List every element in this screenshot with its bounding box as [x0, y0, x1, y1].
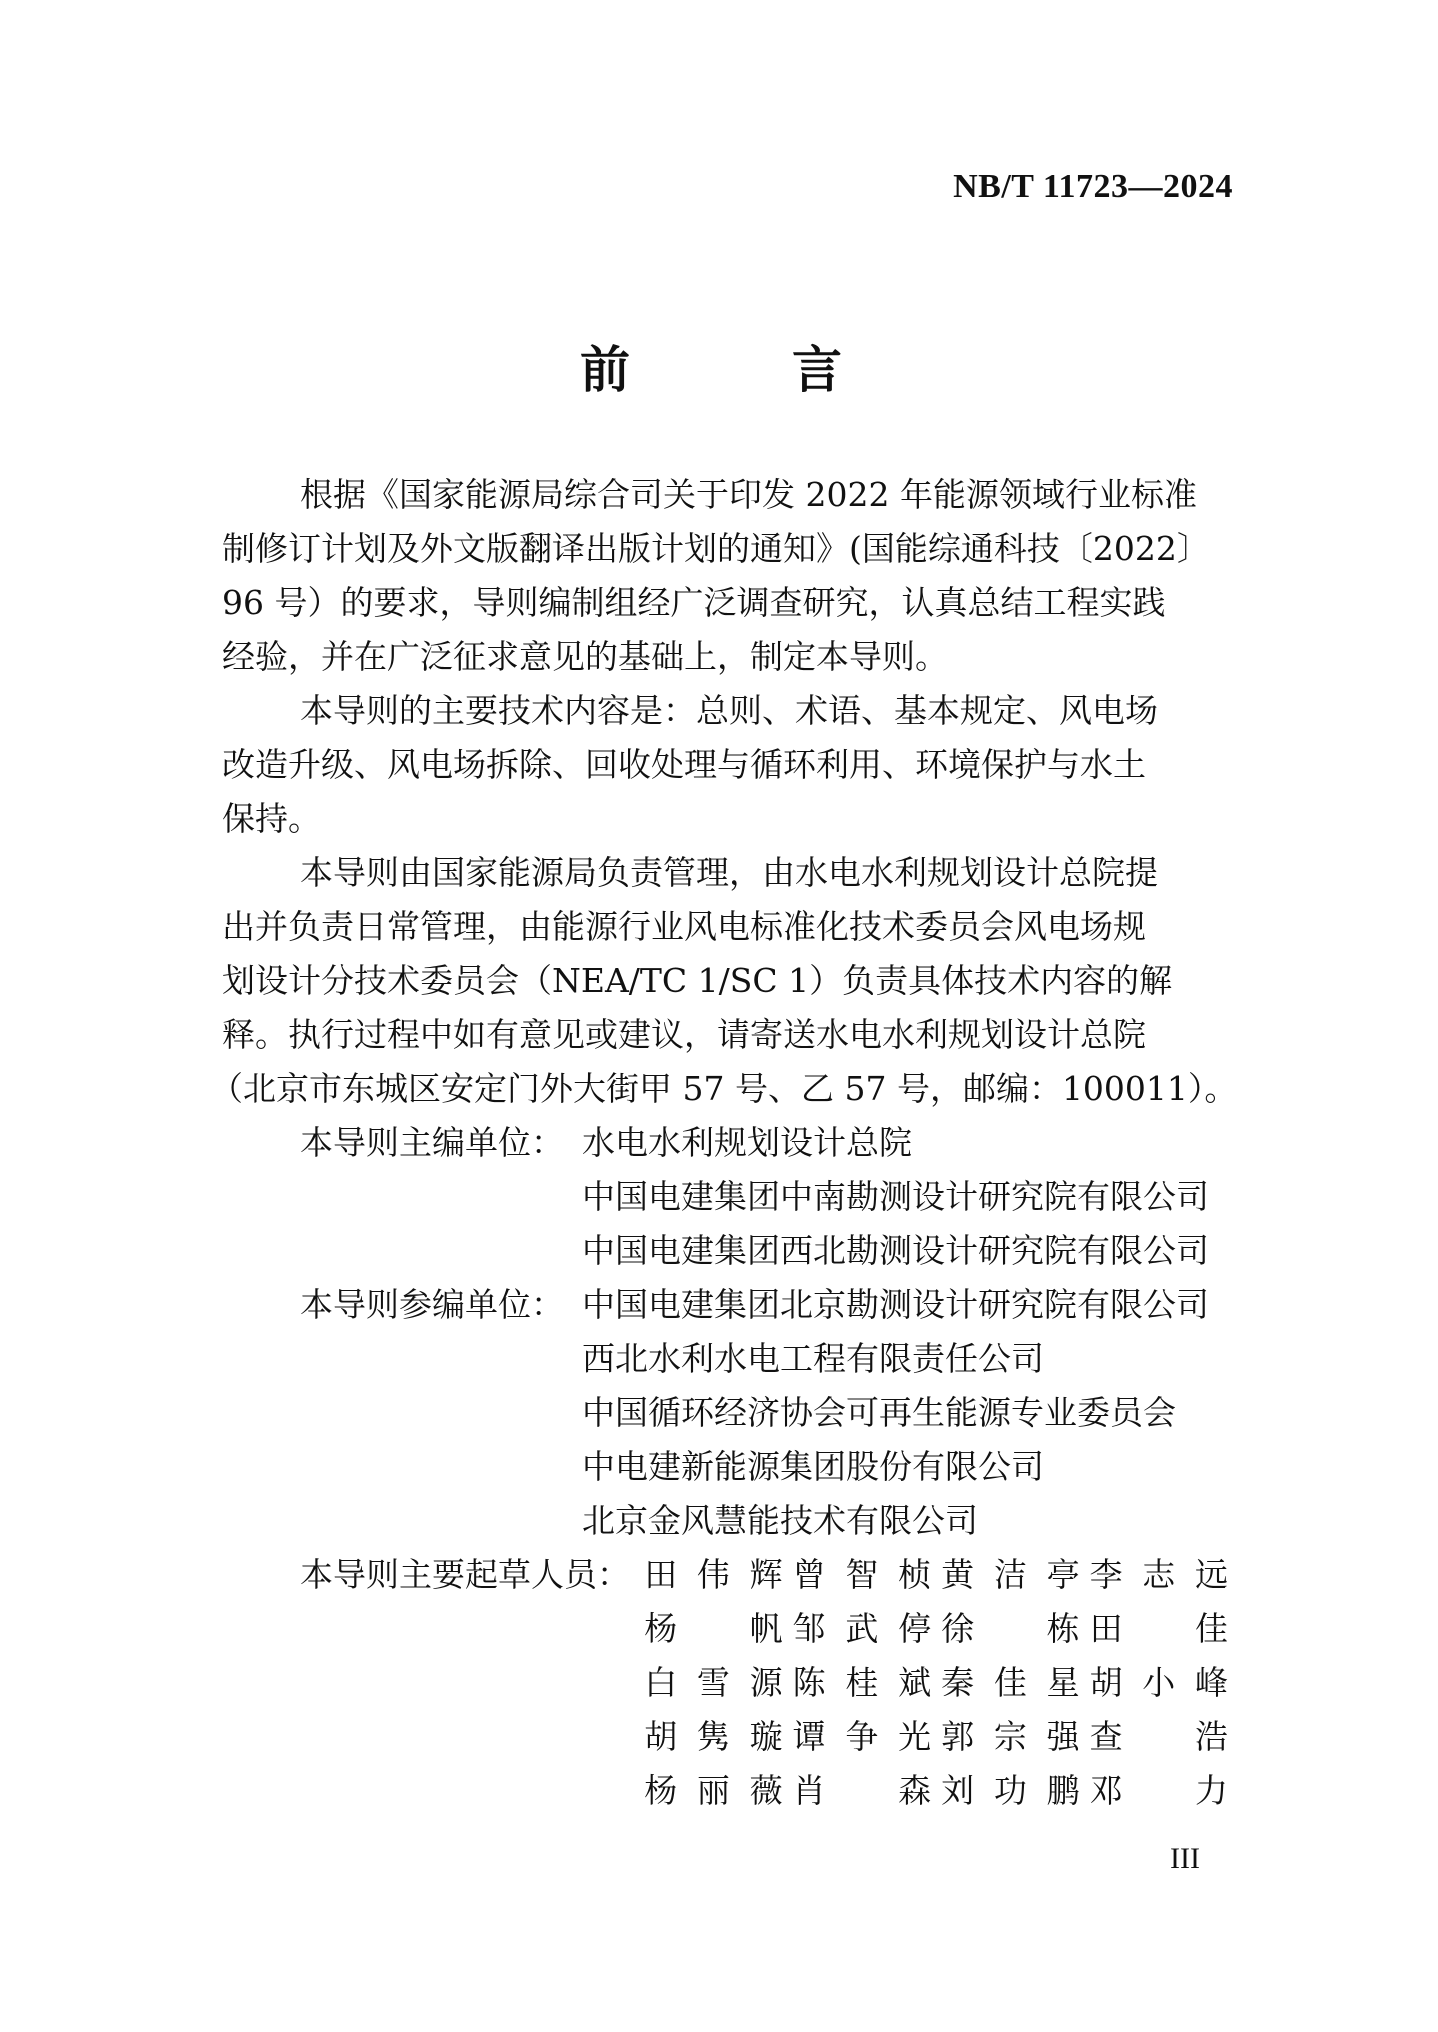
drafters-row [222, 1548, 1238, 1602]
participating-unit: 中国电建集团北京勘测设计研究院有限公司 [582, 1285, 1209, 1324]
paragraph-line: 本导则的主要技术内容是：总则、术语、基本规定、风电场 [300, 691, 1158, 730]
participating-units-row [222, 1494, 1238, 1548]
chief-units-row [222, 1224, 1238, 1278]
drafter-name: 黄洁亭 [941, 1555, 1080, 1594]
drafter-name: 陈桂斌 [792, 1663, 932, 1702]
drafter-name: 秦佳星 [941, 1663, 1080, 1702]
participating-units-row [222, 1332, 1238, 1386]
drafters-row [222, 1656, 1238, 1710]
drafter-name: 胡小峰 [1089, 1663, 1229, 1702]
paragraph-line: 释。执行过程中如有意见或建议，请寄送水电水利规划设计总院 [222, 1015, 1146, 1054]
chief-unit: 中国电建集团西北勘测设计研究院有限公司 [582, 1231, 1209, 1270]
participating-unit: 中国循环经济协会可再生能源专业委员会 [582, 1393, 1176, 1432]
drafter-name: 胡隽璇 [644, 1717, 783, 1756]
standard-code: NB/T 11723—2024 [953, 168, 1233, 205]
participating-units-row [222, 1278, 1238, 1332]
drafter-name: 刘功鹏 [941, 1771, 1080, 1810]
page-title: 前 言 [580, 340, 898, 399]
chief-units-label: 本导则主编单位： [300, 1123, 564, 1162]
paragraph-line: 保持。 [222, 799, 321, 838]
drafter-name: 肖 森 [792, 1771, 932, 1810]
drafter-name: 杨 帆 [644, 1609, 783, 1648]
chief-unit: 水电水利规划设计总院 [582, 1123, 912, 1162]
page-number: III [1170, 1842, 1200, 1875]
participating-units-label: 本导则参编单位： [300, 1285, 564, 1324]
drafter-name: 田 佳 [1089, 1609, 1229, 1648]
drafter-name: 白雪源 [644, 1663, 783, 1702]
drafters-row [222, 1764, 1238, 1818]
participating-unit: 中电建新能源集团股份有限公司 [582, 1447, 1044, 1486]
drafter-name: 李志远 [1089, 1555, 1229, 1594]
paragraph-line: 改造升级、风电场拆除、回收处理与循环利用、环境保护与水土 [222, 745, 1146, 784]
participating-unit: 北京金风慧能技术有限公司 [582, 1501, 978, 1540]
drafters-row [222, 1602, 1238, 1656]
chief-units-row [222, 1116, 1238, 1170]
foreword-body [210, 468, 1238, 1818]
chief-unit: 中国电建集团中南勘测设计研究院有限公司 [582, 1177, 1209, 1216]
paragraph-line: 制修订计划及外文版翻译出版计划的通知》(国能综通科技〔2022〕 [222, 529, 1210, 568]
drafter-name: 徐 栋 [941, 1609, 1080, 1648]
participating-units-row [222, 1386, 1238, 1440]
participating-unit: 西北水利水电工程有限责任公司 [582, 1339, 1044, 1378]
drafter-name: 杨丽薇 [644, 1771, 783, 1810]
paragraph-line: 经验，并在广泛征求意见的基础上，制定本导则。 [222, 637, 948, 676]
drafter-name: 郭宗强 [941, 1717, 1080, 1756]
paragraph-line: 本导则由国家能源局负责管理，由水电水利规划设计总院提 [300, 853, 1158, 892]
drafter-name: 邹武停 [792, 1609, 932, 1648]
drafters-row [222, 1710, 1238, 1764]
chief-units-row [222, 1170, 1238, 1224]
drafter-name: 田伟辉 [644, 1555, 783, 1594]
drafter-name: 谭争光 [792, 1717, 932, 1756]
paragraph-line: 出并负责日常管理，由能源行业风电标准化技术委员会风电场规 [222, 907, 1146, 946]
paragraph-line: 划设计分技术委员会（NEA/TC 1/SC 1）负责具体技术内容的解 [222, 961, 1173, 1000]
drafter-name: 邓 力 [1089, 1771, 1229, 1810]
participating-units-row [222, 1440, 1238, 1494]
drafters-label: 本导则主要起草人员： [300, 1555, 630, 1594]
paragraph-line: （北京市东城区安定门外大街甲 57 号、乙 57 号，邮编：100011）。 [210, 1069, 1238, 1108]
paragraph-line: 根据《国家能源局综合司关于印发 2022 年能源领域行业标准 [300, 475, 1197, 514]
paragraph-line: 96 号）的要求，导则编制组经广泛调查研究，认真总结工程实践 [222, 583, 1166, 622]
drafter-name: 曾智桢 [792, 1555, 932, 1594]
drafter-name: 查 浩 [1089, 1717, 1229, 1756]
